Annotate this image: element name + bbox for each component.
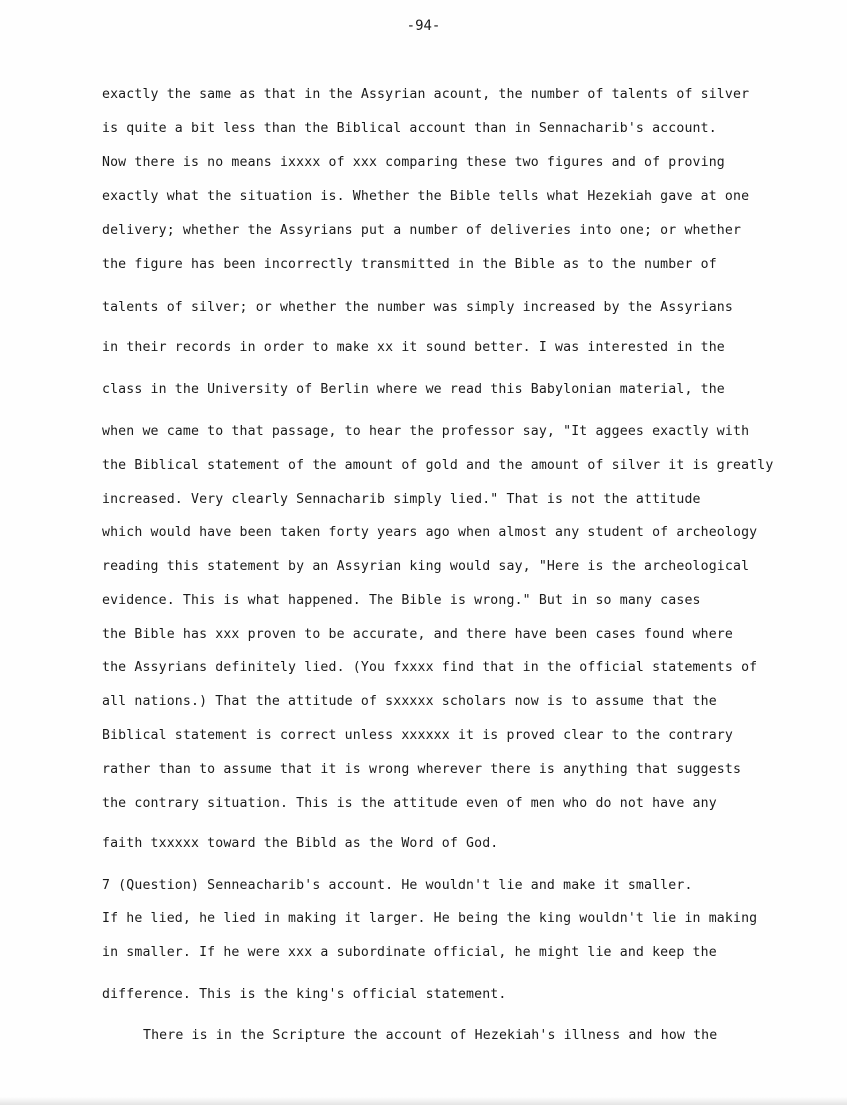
text-line: Biblical statement is correct unless xxxxxx it is proved clear to the contrary — [102, 728, 733, 743]
text-line: If he lied, he lied in making it larger. He being the king wouldn't lie in making — [102, 911, 758, 926]
text-line: exactly what the situation is. Whether the Bible tells what Hezekiah gave at one — [102, 189, 750, 204]
text-line: exactly the same as that in the Assyrian acount, the number of talents of silver — [102, 87, 750, 102]
text-line: all nations.) That the attitude of sxxxxx scholars now is to assume that the — [102, 694, 717, 709]
text-line: delivery; whether the Assyrians put a number of deliveries into one; or whether — [102, 223, 742, 238]
text-line: evidence. This is what happened. The Bible is wrong." But in so many cases — [102, 593, 701, 608]
text-line: class in the University of Berlin where we read this Babylonian material, the — [102, 382, 725, 397]
text-line: the Assyrians definitely lied. (You fxxxx find that in the official statements of — [102, 660, 758, 675]
text-line: when we came to that passage, to hear the professor say, "It aggees exactly with — [102, 424, 750, 439]
text-line: the Biblical statement of the amount of gold and the amount of silver it is greatly — [102, 458, 774, 473]
text-line: reading this statement by an Assyrian king would say, "Here is the archeological — [102, 559, 750, 574]
text-line: Now there is no means ixxxx of xxx comparing these two figures and of proving — [102, 155, 725, 170]
text-line: talents of silver; or whether the number was simply increased by the Assyrians — [102, 300, 733, 315]
text-line: increased. Very clearly Sennacharib simply lied." That is not the attitude — [102, 492, 701, 507]
text-line: the Bible has xxx proven to be accurate, and there have been cases found where — [102, 627, 733, 642]
text-line: in smaller. If he were xxx a subordinate official, he might lie and keep the — [102, 945, 717, 960]
text-line: in their records in order to make xx it sound better. I was interested in the — [102, 340, 725, 355]
page-number: -94- — [406, 18, 441, 34]
text-line: the figure has been incorrectly transmitted in the Bible as to the number of — [102, 257, 717, 272]
text-line: There is in the Scripture the account of Hezekiah's illness and how the — [143, 1028, 718, 1043]
text-line: is quite a bit less than the Biblical account than in Sennacharib's account. — [102, 121, 717, 136]
text-line: the contrary situation. This is the attitude even of men who do not have any — [102, 796, 717, 811]
text-line: which would have been taken forty years ago when almost any student of archeology — [102, 525, 758, 540]
scan-edge — [0, 1097, 847, 1105]
text-line: rather than to assume that it is wrong wherever there is anything that suggests — [102, 762, 742, 777]
text-line: 7 (Question) Senneacharib's account. He wouldn't lie and make it smaller. — [102, 878, 693, 893]
text-line: faith txxxxx toward the Bibld as the Word of God. — [102, 836, 499, 851]
text-line: difference. This is the king's official statement. — [102, 987, 507, 1002]
